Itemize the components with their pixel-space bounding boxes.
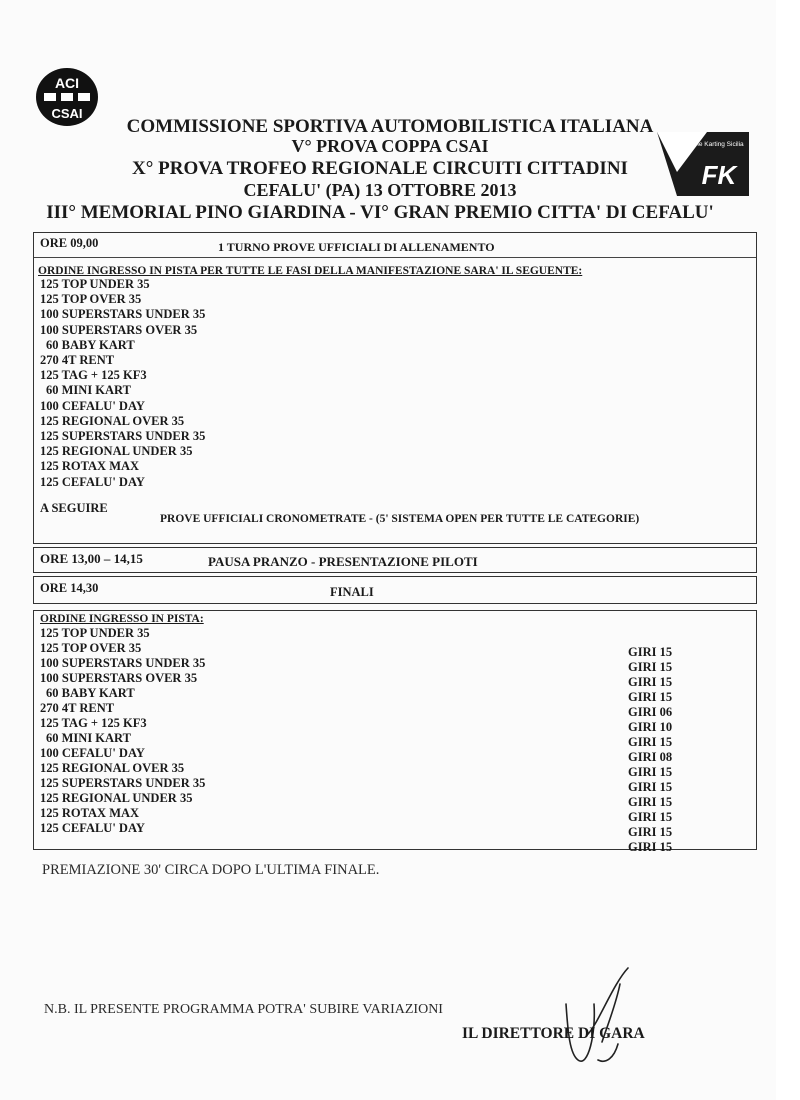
practice-category-item: 125 REGIONAL UNDER 35 (40, 444, 193, 459)
follow-label: A SEGUIRE (40, 501, 108, 515)
final-category-item: 100 SUPERSTARS UNDER 35 (40, 656, 206, 670)
practice-category-item: 100 CEFALU' DAY (40, 398, 145, 413)
race-director: IL DIRETTORE DI GARA (462, 1025, 645, 1042)
practice-category-item: 125 REGIONAL OVER 35 (40, 413, 185, 428)
final-category-item: 125 TOP OVER 35 (40, 641, 142, 655)
variation-note: N.B. IL PRESENTE PROGRAMMA POTRA' SUBIRE VARIAZIONI (44, 1002, 443, 1017)
header-line-4: CEFALU' (PA) 13 OTTOBRE 2013 (243, 180, 517, 200)
final-laps-value: GIRI 15 (628, 810, 673, 824)
final-category-item: 270 4T RENT (40, 701, 115, 715)
logo-left-top-text: ACI (54, 75, 80, 91)
follow-text: PROVE UFFICIALI CRONOMETRATE - (5' SISTEMA OPEN PER TUTTE LE CATEGORIE) (160, 513, 640, 525)
final-laps-value: GIRI 15 (628, 660, 673, 674)
final-laps-value: GIRI 08 (628, 750, 673, 764)
final-laps-value: GIRI 15 (628, 840, 673, 854)
final-laps-value: GIRI 10 (628, 720, 673, 734)
final-laps-value: GIRI 06 (628, 705, 673, 719)
lunch-time: ORE 13,00 – 14,15 (40, 551, 143, 566)
finals-time: ORE 14,30 (40, 581, 99, 595)
practice-category-item: 125 TAG + 125 KF3 (40, 368, 147, 383)
scan-margin (776, 0, 800, 1100)
final-laps-value: GIRI 15 (628, 735, 673, 749)
header-line-5: III° MEMORIAL PINO GIARDINA - VI° GRAN PREMIO CITTA' DI CEFALU' (46, 202, 714, 223)
practice-time: ORE 09,00 (40, 236, 99, 250)
practice-order-heading: ORDINE INGRESSO IN PISTA PER TUTTE LE FASI DELLA MANIFESTAZIONE SARA' IL SEGUENTE: (38, 265, 583, 277)
final-category-item: 60 MINI KART (46, 731, 131, 745)
finals-list-box (33, 610, 757, 854)
logo-right-caption: Federazione Karting Sicilia (666, 141, 744, 148)
final-laps-value: GIRI 15 (628, 645, 673, 659)
awards-note: PREMIAZIONE 30' CIRCA DOPO L'ULTIMA FINALE. (42, 862, 380, 878)
finals-header-box (33, 576, 757, 604)
practice-category-item: 60 BABY KART (46, 337, 135, 352)
final-laps-value: GIRI 15 (628, 675, 673, 689)
practice-category-item: 125 ROTAX MAX (40, 459, 140, 474)
practice-divider (34, 257, 756, 258)
logo-right-letters: FK (701, 160, 737, 190)
final-laps-value: GIRI 15 (628, 825, 673, 839)
final-category-item: 60 BABY KART (46, 686, 135, 700)
practice-category-item: 100 SUPERSTARS OVER 35 (40, 322, 198, 337)
final-category-item: 125 TAG + 125 KF3 (40, 716, 147, 730)
practice-category-item: 100 SUPERSTARS UNDER 35 (40, 307, 206, 322)
final-laps-value: GIRI 15 (628, 780, 673, 794)
header-line-2: V° PROVA COPPA CSAI (291, 136, 489, 156)
final-category-item: 100 SUPERSTARS OVER 35 (40, 671, 198, 685)
lunch-text: PAUSA PRANZO - PRESENTAZIONE PILOTI (208, 554, 478, 569)
final-category-item: 125 TOP UNDER 35 (40, 626, 150, 640)
final-category-item: 125 SUPERSTARS UNDER 35 (40, 776, 206, 790)
final-laps-value: GIRI 15 (628, 765, 673, 779)
practice-category-item: 125 SUPERSTARS UNDER 35 (40, 429, 206, 443)
final-category-item: 125 REGIONAL OVER 35 (40, 761, 185, 775)
final-category-item: 125 REGIONAL UNDER 35 (40, 791, 193, 805)
header-line-3: X° PROVA TROFEO REGIONALE CIRCUITI CITTADINI (132, 158, 628, 179)
final-laps-value: GIRI 15 (628, 795, 673, 809)
finals-title: FINALI (330, 585, 374, 599)
practice-category-item: 60 MINI KART (46, 383, 131, 398)
header-line-1: COMMISSIONE SPORTIVA AUTOMOBILISTICA ITALIANA (126, 116, 654, 137)
lunch-box (33, 547, 757, 573)
final-category-item: 100 CEFALU' DAY (40, 746, 145, 760)
practice-category-item: 125 CEFALU' DAY (40, 474, 145, 489)
finals-order-heading: ORDINE INGRESSO IN PISTA: (40, 613, 204, 625)
final-category-item: 125 CEFALU' DAY (40, 821, 145, 835)
practice-category-item: 270 4T RENT (40, 353, 115, 367)
practice-category-item: 125 TOP OVER 35 (40, 292, 142, 307)
final-laps-value: GIRI 15 (628, 690, 673, 704)
logo-left-bottom-text: CSAI (51, 106, 83, 121)
final-category-item: 125 ROTAX MAX (40, 806, 140, 820)
practice-category-item: 125 TOP UNDER 35 (40, 277, 150, 291)
practice-title: 1 TURNO PROVE UFFICIALI DI ALLENAMENTO (218, 240, 495, 254)
practice-session-box (33, 232, 757, 544)
director-signature (558, 964, 638, 1076)
